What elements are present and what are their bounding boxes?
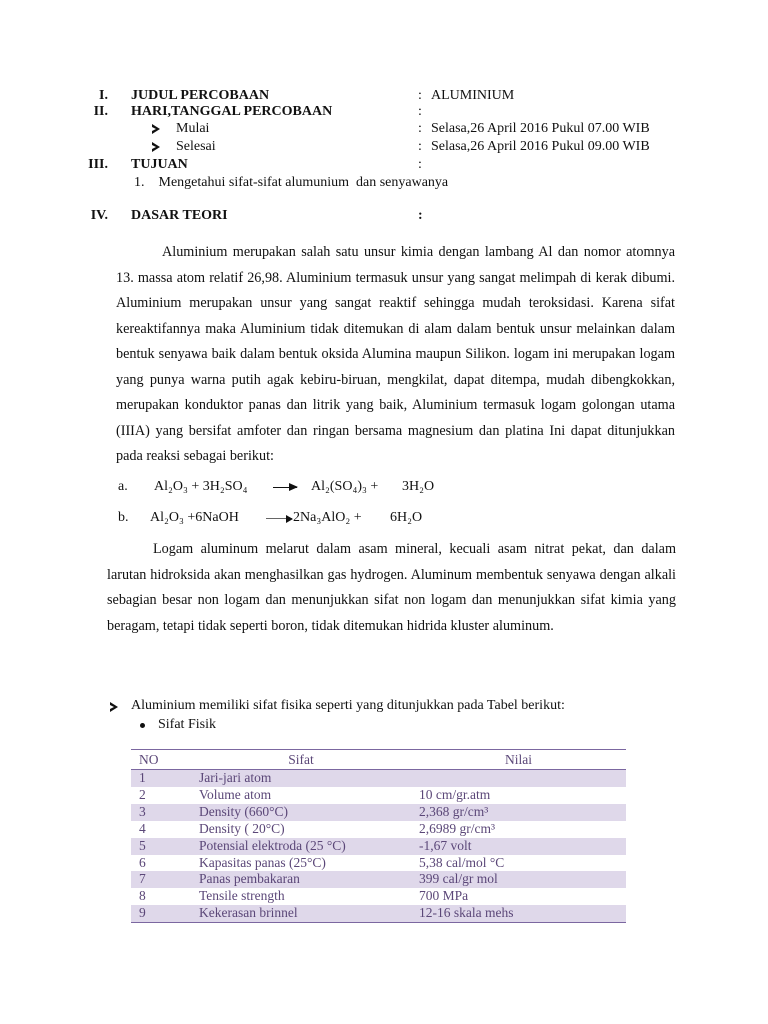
table-row	[131, 855, 626, 872]
cell-sifat: Density ( 20°C)	[199, 820, 285, 836]
cell-sifat: Jari-jari atom	[199, 770, 272, 785]
sub-item-colon: :	[418, 139, 422, 154]
section-number: III.	[88, 157, 108, 172]
bullet-icon	[140, 723, 145, 728]
cell-no: 9	[139, 905, 146, 921]
arrow-bullet-icon	[152, 122, 160, 138]
section-label: HARI,TANGGAL PERCOBAAN	[131, 104, 333, 119]
cell-no: 1	[139, 770, 146, 785]
column-header-sifat: Sifat	[288, 752, 314, 767]
cell-nilai	[411, 770, 626, 787]
sub-item-label: Mulai	[176, 121, 210, 136]
cell-no: 3	[139, 803, 146, 819]
arrow-bullet-icon	[110, 700, 118, 716]
sub-item-value: Selasa,26 April 2016 Pukul 07.00 WIB	[431, 121, 650, 136]
table-row	[131, 821, 626, 838]
section-label: TUJUAN	[131, 157, 188, 172]
cell-no: 7	[139, 871, 146, 887]
table-row	[131, 787, 626, 804]
cell-no: 8	[139, 888, 146, 904]
paragraph-text: Aluminium merupakan salah satu unsur kimia dengan lambang Al dan nomor atomnya 13. massa atom relatif 26,98. Aluminium termasuk unsur yang sangat melimpah di kerak dibumi. Aluminium merupakan unsur yang sangat reaktif sehingga mudah teroksidasi. Karena sifat kereaktifannya maka Aluminium tidak ditemukan di alam dalam bentuk unsur melainkan dalam bentuk senyawa baik dalam bentuk oksida Alumina maupun Silikon. logam ini merupakan logam yang punya warna putih agak kebiru-biruan, mengkilat, dapat ditempa, mudah dibengkokkan, merupakan konduktor panas dan litrik yang baik, Aluminium termasuk logam golongan utama (IIIA) yang bersifat amfoter dan ringan bersama magnesium dan platina Ini dapat ditunjukkan pada reaksi sebagai berikut:	[116, 244, 675, 464]
cell-sifat: Volume atom	[199, 786, 272, 802]
reaction-product-2: 3H₂O	[402, 479, 435, 494]
tujuan-item: 1. Mengetahui sifat-sifat alumunium dan senyawanya	[134, 175, 449, 190]
reaction-arrow-icon	[266, 518, 292, 519]
cell-no: 5	[139, 837, 146, 853]
section-colon: :	[418, 88, 422, 103]
table-row	[131, 770, 626, 787]
cell-nilai: 5,38 cal/mol °C	[419, 854, 505, 870]
section-number: IV.	[90, 208, 108, 223]
section-label: JUDUL PERCOBAAN	[131, 88, 270, 103]
table-row	[131, 804, 626, 821]
sub-item-colon: :	[418, 121, 422, 136]
reaction-letter: a.	[118, 479, 128, 494]
cell-sifat: Kapasitas panas (25°C)	[199, 854, 326, 870]
column-header-no: NO	[139, 752, 159, 767]
section-label: DASAR TEORI	[131, 208, 228, 223]
arrow-bullet-icon	[152, 140, 160, 156]
sub-item-label: Selesai	[176, 139, 216, 154]
table-row	[131, 871, 626, 888]
reaction-product-1: 2Na₃AlO₂ +	[293, 510, 362, 525]
reaction-reactants: Al₂O₃ +6NaOH	[150, 510, 239, 525]
sifat-fisik-table	[131, 749, 626, 923]
reaction-arrow-icon	[273, 487, 297, 488]
cell-nilai: 399 cal/gr mol	[419, 871, 498, 887]
cell-nilai: 700 MPa	[419, 888, 469, 904]
section-number: II.	[93, 104, 108, 119]
cell-nilai: 2,6989 gr/cm³	[419, 820, 496, 836]
cell-no: 4	[139, 820, 146, 836]
table-header-row	[131, 750, 626, 770]
reaction-product-2: 6H₂O	[390, 510, 423, 525]
reaction-letter: b.	[118, 510, 129, 525]
cell-sifat: Potensial elektroda (25 °C)	[199, 837, 346, 853]
cell-sifat: Density (660°C)	[199, 803, 289, 819]
cell-no: 6	[139, 854, 146, 870]
cell-sifat: Tensile strength	[199, 888, 285, 904]
section-number: I.	[99, 88, 108, 103]
section-colon: :	[418, 104, 422, 119]
reaction-product-1: Al₂(SO₄)₃ +	[311, 479, 379, 494]
section-colon: :	[418, 157, 422, 172]
cell-nilai: 12-16 skala mehs	[419, 905, 514, 921]
table-row	[131, 838, 626, 855]
table-row	[131, 888, 626, 905]
section-colon: :	[418, 208, 423, 223]
cell-nilai: -1,67 volt	[419, 837, 472, 853]
table-intro: Aluminium memiliki sifat fisika seperti yang ditunjukkan pada Tabel berikut:	[131, 698, 565, 713]
cell-nilai: 10 cm/gr.atm	[419, 786, 491, 802]
cell-no: 2	[139, 786, 146, 802]
section-value: ALUMINIUM	[431, 88, 515, 103]
dasar-teori-paragraph-1	[116, 240, 675, 470]
dasar-teori-paragraph-2	[107, 537, 676, 639]
sub-item-value: Selasa,26 April 2016 Pukul 09.00 WIB	[431, 139, 650, 154]
reaction-reactants: Al₂O₃ + 3H₂SO₄	[154, 479, 248, 494]
table-row	[131, 905, 626, 922]
table-subtitle: Sifat Fisik	[158, 717, 216, 732]
cell-nilai: 2,368 gr/cm³	[419, 803, 489, 819]
cell-sifat: Kekerasan brinnel	[199, 905, 298, 921]
column-header-nilai: Nilai	[505, 752, 532, 767]
cell-sifat: Panas pembakaran	[199, 871, 300, 887]
paragraph-text: Logam aluminum melarut dalam asam mineral, kecuali asam nitrat pekat, dan dalam larutan hidroksida akan menghasilkan gas hydrogen. Aluminum membentuk senyawa dengan alkali sebagian besar non logam dan menunjukkan sifat non logam dan menunjukkan sifat kimia yang beragam, tetapi tidak seperti boron, tidak ditemukan hidrida kluster aluminum.	[107, 541, 676, 634]
